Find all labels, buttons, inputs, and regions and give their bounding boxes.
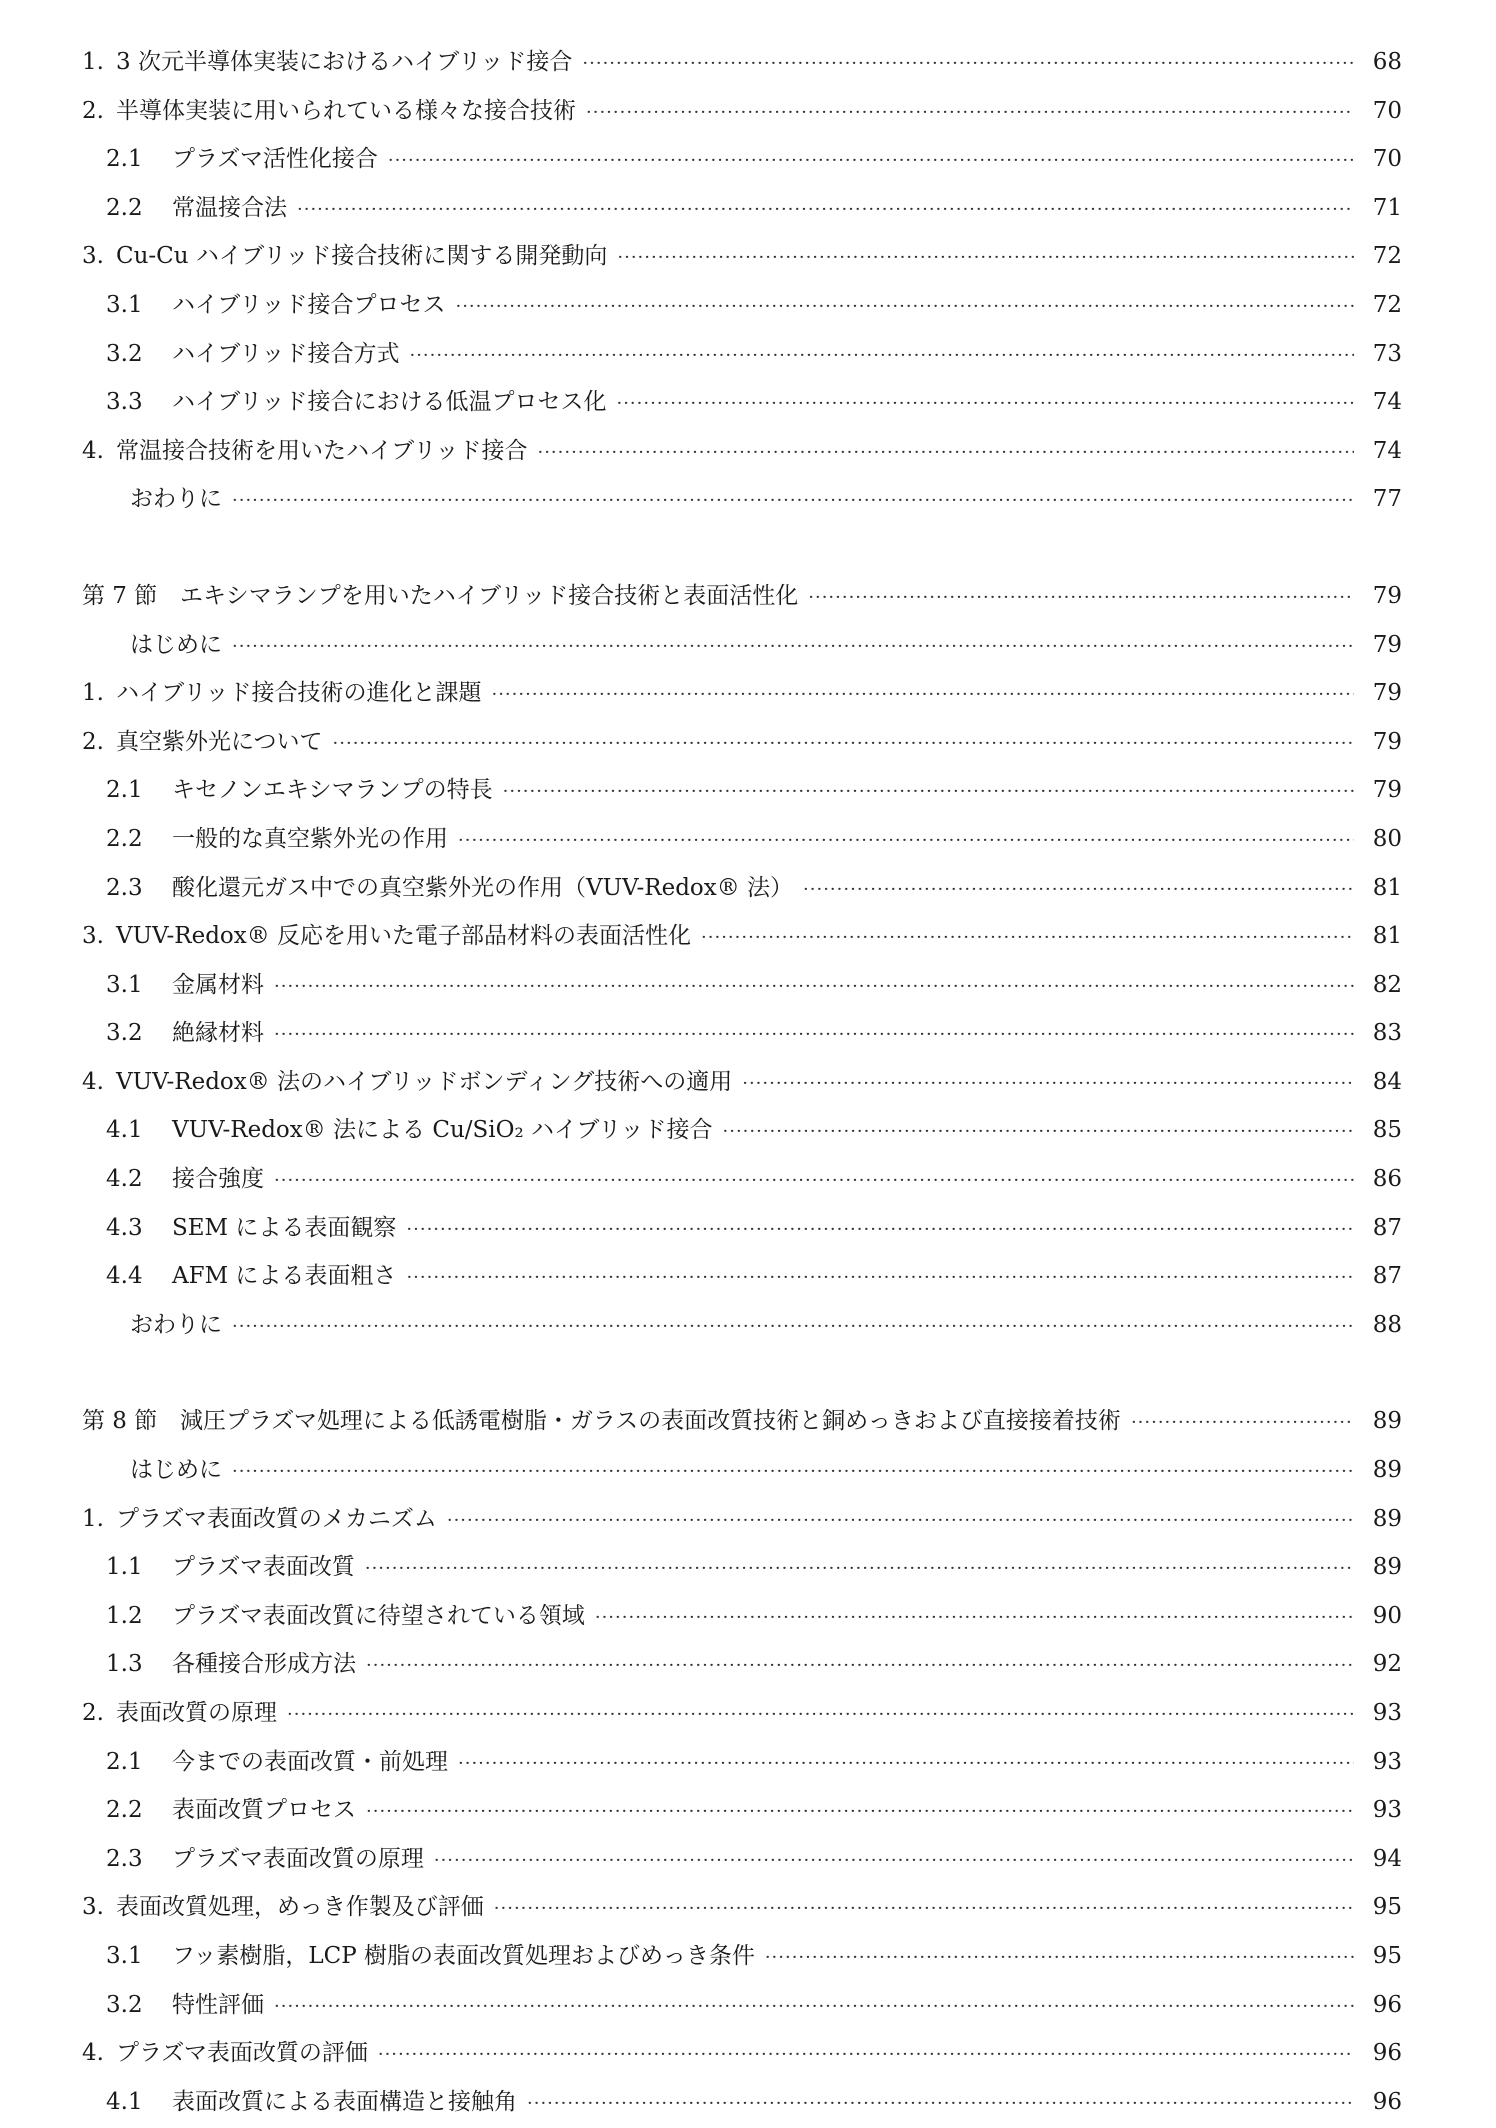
toc-entry-title: VUV-Redox® 法のハイブリッドボンディング技術への適用 bbox=[116, 1068, 733, 1095]
toc-entry-number: 2.1 bbox=[106, 146, 143, 173]
dot-leader bbox=[366, 1788, 1354, 1837]
dot-leader bbox=[586, 89, 1354, 138]
toc-entry-page: 89 bbox=[1372, 1408, 1402, 1435]
toc-entry bbox=[82, 38, 1402, 87]
toc-entry-title: 表面改質処理，めっき作製及び評価 bbox=[116, 1894, 484, 1921]
toc-entry-page: 88 bbox=[1372, 1311, 1402, 1338]
toc-entry-title: ハイブリッド接合方式 bbox=[172, 340, 400, 367]
dot-leader bbox=[617, 234, 1354, 283]
toc-entry-page: 87 bbox=[1372, 1263, 1402, 1290]
toc-entry-page: 93 bbox=[1372, 1797, 1402, 1824]
dot-leader bbox=[232, 1303, 1354, 1352]
toc-entry-page: 86 bbox=[1372, 1166, 1402, 1193]
dot-leader bbox=[765, 1934, 1354, 1983]
toc-entry-number: 第 7 節 bbox=[82, 582, 158, 609]
toc-entry-title: ハイブリッド接合における低温プロセス化 bbox=[172, 389, 607, 416]
toc-entry-number: 1.1 bbox=[106, 1554, 143, 1581]
toc-entry-number: 4. bbox=[82, 437, 104, 464]
toc-entry-page: 70 bbox=[1372, 97, 1402, 124]
toc-entry-title: 3 次元半導体実装におけるハイブリッド接合 bbox=[116, 49, 573, 75]
toc-entry-page: 80 bbox=[1372, 825, 1402, 852]
toc-entry bbox=[82, 1592, 1402, 1641]
toc-entry-title: 半導体実装に用いられている様々な接合技術 bbox=[116, 97, 576, 124]
toc-entry-number: 3.1 bbox=[106, 291, 143, 318]
toc-entry-page: 95 bbox=[1372, 1894, 1402, 1921]
dot-leader bbox=[434, 1837, 1354, 1886]
dot-leader bbox=[537, 429, 1354, 478]
toc-entry bbox=[82, 281, 1402, 330]
toc-entry-title: 接合強度 bbox=[172, 1166, 264, 1193]
toc-entry-title: SEM による表面観察 bbox=[172, 1214, 397, 1241]
dot-leader bbox=[595, 1594, 1354, 1643]
toc-entry-page: 79 bbox=[1372, 582, 1402, 609]
dot-leader bbox=[406, 1206, 1354, 1255]
toc-entry-page: 73 bbox=[1372, 340, 1402, 367]
dot-leader bbox=[742, 1060, 1354, 1109]
toc-entry bbox=[82, 766, 1402, 815]
toc-entry-number: 1. bbox=[82, 1505, 104, 1532]
toc-entry bbox=[82, 378, 1402, 427]
toc-entry bbox=[82, 1301, 1402, 1350]
toc-entry-number: 2.3 bbox=[106, 874, 143, 901]
dot-leader bbox=[491, 671, 1354, 720]
toc-entry bbox=[82, 718, 1402, 767]
toc-entry-page: 79 bbox=[1372, 680, 1402, 707]
toc-entry-number: 3. bbox=[82, 243, 104, 270]
dot-leader bbox=[582, 40, 1354, 89]
dot-leader bbox=[447, 1497, 1354, 1546]
toc-entry-number: 2. bbox=[82, 97, 104, 124]
toc-entry-number: 2.2 bbox=[106, 1797, 143, 1824]
toc-entry bbox=[82, 475, 1402, 524]
toc-entry bbox=[82, 1446, 1402, 1495]
toc-entry bbox=[82, 669, 1402, 718]
toc-entry bbox=[82, 2078, 1402, 2127]
toc-entry-number: 4.1 bbox=[106, 2088, 143, 2115]
toc-entry-title: プラズマ活性化接合 bbox=[172, 146, 378, 173]
toc-entry-page: 74 bbox=[1372, 389, 1402, 416]
toc-entry-title: VUV-Redox® 法による Cu/SiO₂ ハイブリッド接合 bbox=[172, 1117, 713, 1144]
toc-entry bbox=[82, 1009, 1402, 1058]
toc-entry-title: 今までの表面改質・前処理 bbox=[172, 1748, 448, 1775]
toc-entry bbox=[82, 232, 1402, 281]
toc-entry-number: 1.2 bbox=[106, 1602, 143, 1629]
toc-entry bbox=[82, 864, 1402, 913]
toc-entry-number: 4.1 bbox=[106, 1117, 143, 1144]
toc-section-heading bbox=[82, 1397, 1402, 1446]
toc-entry-number: 1.3 bbox=[106, 1651, 143, 1678]
toc-entry-number: 2. bbox=[82, 1700, 104, 1726]
toc-entry-page: 93 bbox=[1372, 1700, 1402, 1726]
toc-entry-number: 2.2 bbox=[106, 825, 143, 852]
toc-entry-number: 2.2 bbox=[106, 194, 143, 221]
toc-entry-title: 表面改質による表面構造と接触角 bbox=[172, 2088, 517, 2115]
toc-entry bbox=[82, 1786, 1402, 1835]
toc-entry-title: 特性評価 bbox=[172, 1991, 264, 2018]
toc-entry bbox=[82, 87, 1402, 136]
toc-entry-title: 酸化還元ガス中での真空紫外光の作用（VUV-Redox® 法） bbox=[172, 874, 794, 901]
toc-entry bbox=[82, 621, 1402, 670]
toc-entry-title: プラズマ表面改質の原理 bbox=[172, 1845, 424, 1872]
toc-entry-page: 96 bbox=[1372, 2088, 1402, 2115]
toc-entry-number: 1. bbox=[82, 680, 104, 707]
toc-entry-page: 89 bbox=[1372, 1554, 1402, 1581]
toc-entry-title: AFM による表面粗さ bbox=[172, 1263, 397, 1290]
toc-entry-title: 絶縁材料 bbox=[172, 1020, 264, 1047]
toc-entry-title: プラズマ表面改質のメカニズム bbox=[116, 1505, 437, 1532]
toc-entry-page: 95 bbox=[1372, 1942, 1402, 1969]
toc-entry-number: 3. bbox=[82, 1894, 104, 1921]
toc-entry-title: ハイブリッド接合プロセス bbox=[172, 291, 446, 318]
dot-leader bbox=[723, 1108, 1355, 1157]
toc-section-heading bbox=[82, 572, 1402, 621]
toc-entry-title: プラズマ表面改質に待望されている領域 bbox=[172, 1602, 585, 1629]
toc-entry-title: Cu-Cu ハイブリッド接合技術に関する開発動向 bbox=[116, 243, 608, 270]
toc-entry-page: 92 bbox=[1372, 1651, 1402, 1678]
dot-leader bbox=[503, 768, 1354, 817]
dot-leader bbox=[616, 380, 1354, 429]
toc-entry-number: 1. bbox=[82, 49, 104, 75]
dot-leader bbox=[365, 1545, 1354, 1594]
toc-entry-title: 表面改質プロセス bbox=[172, 1797, 356, 1824]
toc-entry-page: 94 bbox=[1372, 1845, 1402, 1872]
toc-entry-number: 2.1 bbox=[106, 777, 143, 804]
toc-entry-page: 74 bbox=[1372, 437, 1402, 464]
dot-leader bbox=[409, 332, 1354, 381]
toc-entry-number: 2.1 bbox=[106, 1748, 143, 1775]
toc-entry-title: 金属材料 bbox=[172, 971, 264, 998]
toc-entry-page: 72 bbox=[1372, 291, 1402, 318]
toc-entry-number: 3.1 bbox=[106, 971, 143, 998]
toc-entry-page: 89 bbox=[1372, 1505, 1402, 1532]
toc-entry-page: 96 bbox=[1372, 2040, 1402, 2067]
toc-entry-title: 常温接合技術を用いたハイブリッド接合 bbox=[116, 437, 528, 464]
toc-entry-number: 4. bbox=[82, 1068, 104, 1095]
toc-entry-number: 2.3 bbox=[106, 1845, 143, 1872]
dot-leader bbox=[274, 1157, 1354, 1206]
toc-entry-page: 83 bbox=[1372, 1020, 1402, 1047]
toc-entry-title: はじめに bbox=[130, 631, 222, 658]
toc-entry-title: 各種接合形成方法 bbox=[172, 1651, 356, 1678]
toc-entry bbox=[82, 184, 1402, 233]
toc-entry-title: キセノンエキシマランプの特長 bbox=[172, 777, 493, 804]
toc-entry bbox=[82, 815, 1402, 864]
dot-leader bbox=[232, 477, 1354, 526]
toc-entry bbox=[82, 1883, 1402, 1932]
toc-entry-title: おわりに bbox=[130, 1311, 222, 1338]
dot-leader bbox=[458, 817, 1354, 866]
dot-leader bbox=[232, 1448, 1354, 1497]
toc-entry-page: 82 bbox=[1372, 971, 1402, 998]
dot-leader bbox=[808, 574, 1354, 623]
toc-entry-number: 4.4 bbox=[106, 1263, 143, 1290]
dot-leader bbox=[297, 186, 1354, 235]
toc-entry-page: 84 bbox=[1372, 1068, 1402, 1095]
dot-leader bbox=[803, 866, 1354, 915]
dot-leader bbox=[406, 1254, 1354, 1303]
toc-entry bbox=[82, 1155, 1402, 1204]
dot-leader bbox=[366, 1642, 1354, 1691]
toc-entry bbox=[82, 1640, 1402, 1689]
toc-entry-page: 81 bbox=[1372, 923, 1402, 950]
toc-entry bbox=[82, 1835, 1402, 1884]
dot-leader bbox=[1131, 1399, 1354, 1448]
toc-entry bbox=[82, 1495, 1402, 1544]
toc-entry-number: 4. bbox=[82, 2040, 104, 2067]
toc-entry-number: 第 8 節 bbox=[82, 1408, 158, 1435]
toc-entry bbox=[82, 135, 1402, 184]
toc-entry-title: 真空紫外光について bbox=[116, 728, 323, 755]
toc-entry bbox=[82, 1058, 1402, 1107]
toc-entry-page: 79 bbox=[1372, 728, 1402, 755]
toc-entry-page: 96 bbox=[1372, 1991, 1402, 2018]
toc-entry-title: はじめに bbox=[130, 1457, 222, 1484]
toc-entry-title: 常温接合法 bbox=[172, 194, 287, 221]
toc-entry-title: おわりに bbox=[130, 486, 222, 513]
toc-entry-number: 3.2 bbox=[106, 1020, 143, 1047]
toc-entry-title: プラズマ表面改質の評価 bbox=[116, 2040, 368, 2067]
dot-leader bbox=[274, 1983, 1354, 2032]
toc-entry bbox=[82, 1543, 1402, 1592]
toc-entry bbox=[82, 330, 1402, 379]
toc-entry-title: VUV-Redox® 反応を用いた電子部品材料の表面活性化 bbox=[116, 923, 692, 950]
toc-entry-number: 3.3 bbox=[106, 389, 143, 416]
toc-entry bbox=[82, 1981, 1402, 2030]
toc-entry-page: 79 bbox=[1372, 777, 1402, 804]
toc-entry-number: 3.2 bbox=[106, 1991, 143, 2018]
dot-leader bbox=[458, 1740, 1354, 1789]
toc-entry-title: 減圧プラズマ処理による低誘電樹脂・ガラスの表面改質技術と銅めっきおよび直接接着技術 bbox=[180, 1408, 1121, 1435]
toc-entry-title: ハイブリッド接合技術の進化と課題 bbox=[116, 680, 482, 707]
toc-entry-title: エキシマランプを用いたハイブリッド接合技術と表面活性化 bbox=[180, 582, 799, 609]
dot-leader bbox=[333, 720, 1354, 769]
toc-entry-page: 79 bbox=[1372, 631, 1402, 658]
toc-entry bbox=[82, 1252, 1402, 1301]
dot-leader bbox=[274, 1011, 1354, 1060]
toc-entry-page: 77 bbox=[1372, 486, 1402, 513]
toc-entry bbox=[82, 912, 1402, 961]
toc-entry bbox=[82, 1689, 1402, 1738]
toc-entry-page: 90 bbox=[1372, 1602, 1402, 1629]
dot-leader bbox=[378, 2031, 1354, 2080]
toc-entry bbox=[82, 1932, 1402, 1981]
toc-entry-page: 81 bbox=[1372, 874, 1402, 901]
toc-entry bbox=[82, 2029, 1402, 2078]
toc-entry-page: 89 bbox=[1372, 1457, 1402, 1484]
toc-entry-title: プラズマ表面改質 bbox=[172, 1554, 355, 1581]
toc-entry-number: 2. bbox=[82, 728, 104, 755]
toc-entry bbox=[82, 1204, 1402, 1253]
toc-entry bbox=[82, 961, 1402, 1010]
toc-entry bbox=[82, 1106, 1402, 1155]
toc-entry bbox=[82, 427, 1402, 476]
toc-entry-title: フッ素樹脂，LCP 樹脂の表面改質処理およびめっき条件 bbox=[172, 1942, 755, 1969]
toc-entry-page: 68 bbox=[1372, 49, 1402, 75]
toc-entry-title: 一般的な真空紫外光の作用 bbox=[172, 825, 448, 852]
dot-leader bbox=[287, 1691, 1354, 1740]
toc-entry-title: 表面改質の原理 bbox=[116, 1700, 277, 1726]
dot-leader bbox=[388, 137, 1354, 186]
dot-leader bbox=[274, 963, 1354, 1012]
toc-entry-number: 3.2 bbox=[106, 340, 143, 367]
table-of-contents bbox=[82, 38, 1402, 2126]
dot-leader bbox=[701, 914, 1354, 963]
dot-leader bbox=[527, 2080, 1354, 2128]
toc-entry-page: 71 bbox=[1372, 194, 1402, 221]
toc-entry-number: 4.3 bbox=[106, 1214, 143, 1241]
dot-leader bbox=[494, 1885, 1354, 1934]
toc-entry-number: 3. bbox=[82, 923, 104, 950]
dot-leader bbox=[232, 623, 1354, 672]
toc-entry-page: 70 bbox=[1372, 146, 1402, 173]
toc-entry-page: 93 bbox=[1372, 1748, 1402, 1775]
toc-entry-page: 85 bbox=[1372, 1117, 1402, 1144]
dot-leader bbox=[455, 283, 1354, 332]
toc-entry-page: 72 bbox=[1372, 243, 1402, 270]
toc-entry bbox=[82, 1738, 1402, 1787]
toc-entry-page: 87 bbox=[1372, 1214, 1402, 1241]
toc-entry-number: 3.1 bbox=[106, 1942, 143, 1969]
toc-entry-number: 4.2 bbox=[106, 1166, 143, 1193]
